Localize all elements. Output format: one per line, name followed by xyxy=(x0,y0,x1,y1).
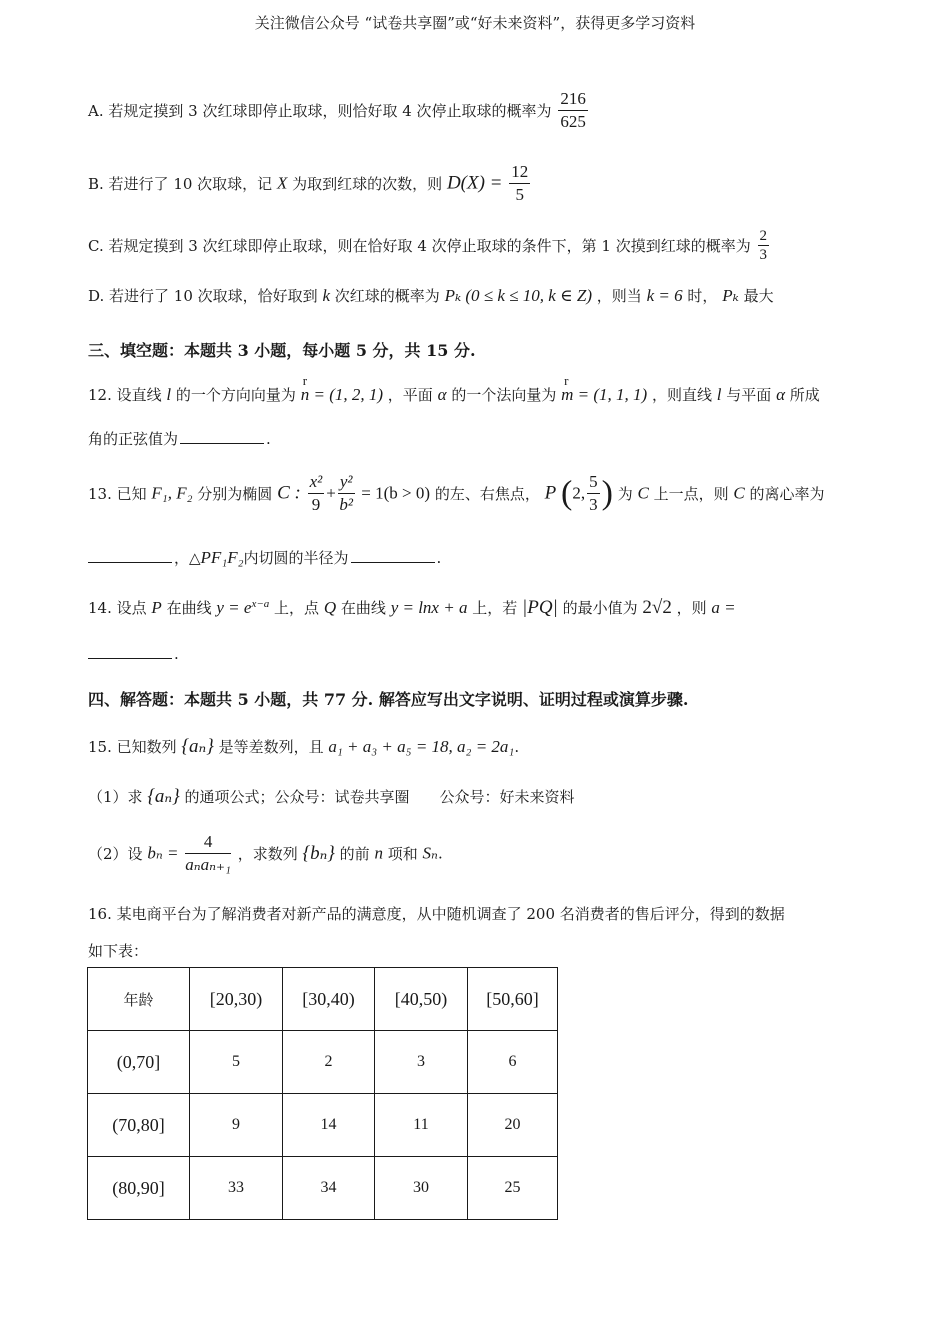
q15-part1 xyxy=(88,785,575,808)
q14-min: 2√2 xyxy=(642,597,672,618)
q15-p2-d: 项和 xyxy=(387,845,418,863)
q15-n: n xyxy=(374,843,383,863)
q12-text-c: ，平面 xyxy=(387,386,433,404)
q13-line1: 13. 已知 F₁, F₂ 分别为椭圆 C : $\frac{\text{x²}}{9}$ + $\frac{\text{y²}}{\text{b²}}$ = 1(b > 0) 的左、右焦点， P (2, $\frac{5}{3}$ ) 为 C 上一点，则 C 的离心率为 xyxy=(88,472,825,514)
q12-text-d: 的一个法向量为 xyxy=(451,386,557,404)
q13-ellipse: C : xyxy=(277,482,301,504)
q12-l: l xyxy=(166,385,172,404)
option-b-expr: D(X) = xyxy=(446,172,503,194)
q15-seq: {aₙ} xyxy=(181,736,214,757)
q13-foci: F₁, F₂ xyxy=(151,483,193,503)
q14-Q: Q xyxy=(323,598,337,617)
table-cell: 9 xyxy=(190,1094,283,1157)
q13-b2: b² xyxy=(339,495,353,514)
q15-frac-b xyxy=(185,831,231,876)
table-cell: 3 xyxy=(375,1031,468,1094)
q13-frac-y xyxy=(338,471,355,516)
q15-p2-a: （2）设 xyxy=(88,845,143,863)
option-a-den: 625 xyxy=(560,112,586,131)
table-cell: 14 xyxy=(283,1094,375,1157)
option-b-num: 12 xyxy=(509,161,530,184)
q14-line1 xyxy=(88,597,736,619)
q12-alpha: α xyxy=(437,385,447,404)
option-c xyxy=(88,227,771,264)
table-row xyxy=(88,1031,558,1094)
q14-text-d: 在曲线 xyxy=(340,599,386,617)
q12-line2-text: 角的正弦值为 xyxy=(88,430,179,448)
table-row-header: (0,70] xyxy=(88,1031,190,1094)
table-cell: 30 xyxy=(375,1157,468,1220)
q13-y2: y² xyxy=(338,471,355,494)
table-row xyxy=(88,1094,558,1157)
q13-text-a: 13. 已知 xyxy=(88,485,147,503)
table-cell: 5 xyxy=(190,1031,283,1094)
option-d-text2: 次红球的概率为 xyxy=(334,287,440,305)
option-b-var: X xyxy=(276,173,288,193)
table-row xyxy=(88,1157,558,1220)
option-b-text1: B. 若进行了 10 次取球，记 xyxy=(88,175,273,193)
q14-text-f: 的最小值为 xyxy=(562,599,638,617)
q15-part2: （2）设 bₙ = $\frac{4}{\text{aₙaₙ₊₁}}$ ，求数列 {bₙ} 的前 n 项和 Sₙ. xyxy=(88,832,443,874)
q15-bn: bₙ = xyxy=(147,843,179,863)
q12-mvec: m = (1, 1, 1) xyxy=(561,385,648,404)
q15-line1: 15. 已知数列 {aₙ} 是等差数列，且 a₁ + a₃ + a₅ = 18, a₂ = 2a₁. xyxy=(88,736,520,757)
q14-end: . xyxy=(174,645,179,663)
table-row-header: (80,90] xyxy=(88,1157,190,1220)
q13-x2: x² xyxy=(308,471,325,494)
q14-text-e: 上，若 xyxy=(472,599,518,617)
q12-text-b: 的一个方向向量为 xyxy=(175,386,296,404)
option-b xyxy=(88,161,532,206)
section-4-heading: 四、解答题：本题共 5 小题，共 77 分. 解答应写出文字说明、证明过程或演算步骤. xyxy=(88,690,689,709)
option-d-text5: 最大 xyxy=(743,287,774,305)
option-d-text4: 时， xyxy=(687,287,718,305)
table-cell: 11 xyxy=(375,1094,468,1157)
section-3-heading: 三、填空题：本题共 3 小题，每小题 5 分，共 15 分. xyxy=(88,341,476,360)
q13-line2-a: ，△ xyxy=(174,549,201,567)
q15-sn: Sₙ xyxy=(422,843,438,863)
q12-vector-mark-n: r xyxy=(302,373,308,388)
option-d xyxy=(88,285,774,306)
q13-C2: C xyxy=(733,483,745,503)
q13-text-c: 的左、右焦点， xyxy=(434,485,540,503)
table-cell: 33 xyxy=(190,1157,283,1220)
option-c-den: 3 xyxy=(759,247,768,263)
q12-answer-blank[interactable] xyxy=(180,429,264,444)
q14-curve1: y = e xyxy=(216,598,252,617)
page-header: 关注微信公众号 “试卷共享圈”或“好未来资料”，获得更多学习资料 xyxy=(254,14,696,32)
q15-text-a: 15. 已知数列 xyxy=(88,738,177,756)
table-header-row xyxy=(88,968,558,1031)
q12-text-e: ，则直线 xyxy=(651,386,712,404)
q13-nine: 9 xyxy=(311,495,321,514)
q13-P: P xyxy=(544,482,557,504)
q13-answer-blank-1[interactable] xyxy=(88,548,172,563)
table-row-header: (70,80] xyxy=(88,1094,190,1157)
q14-a: a = xyxy=(711,598,736,617)
q13-frac-p xyxy=(587,471,600,516)
q13-text-b: 分别为椭圆 xyxy=(197,485,273,503)
q13-line2 xyxy=(88,547,441,568)
table-col-header: [40,50) xyxy=(375,968,468,1031)
q15-p1-a: （1）求 xyxy=(88,788,143,806)
q15-p2-b: ，求数列 xyxy=(237,845,298,863)
q12-text-g: 所成 xyxy=(789,386,820,404)
q13-text-d: 为 xyxy=(617,485,633,503)
table-col-header: [50,60] xyxy=(468,968,558,1031)
option-a-text: A. 若规定摸到 3 次红球即停止取球，则恰好取 4 次停止取球的概率为 xyxy=(88,102,552,120)
option-a-num: 216 xyxy=(558,88,588,111)
q13-tri: PF₁F₂ xyxy=(200,548,244,567)
table-cell: 34 xyxy=(283,1157,375,1220)
q13-pd: 3 xyxy=(589,495,598,514)
option-c-num: 2 xyxy=(759,228,768,244)
q15-bnum: 4 xyxy=(185,831,231,854)
q14-text-c: 上，点 xyxy=(274,599,320,617)
table-col-header: [20,30) xyxy=(190,968,283,1031)
q14-text-a: 14. 设点 xyxy=(88,599,147,617)
option-b-fraction xyxy=(509,161,530,206)
q12-text-f: 与平面 xyxy=(726,386,772,404)
table-cell: 25 xyxy=(468,1157,558,1220)
table-cell: 6 xyxy=(468,1031,558,1094)
q15-p1-b: 的通项公式；公众号：试卷共享圈 公众号：好未来资料 xyxy=(184,788,575,806)
option-d-pk: Pₖ xyxy=(722,286,739,305)
q12-vector-mark-m: r xyxy=(564,373,569,388)
q13-p2: 2, xyxy=(572,483,586,503)
q15-p1-seq: {aₙ} xyxy=(147,786,180,807)
option-c-fraction xyxy=(758,227,770,264)
q12-end: . xyxy=(266,430,271,448)
q15-bden: aₙaₙ₊₁ xyxy=(185,855,231,874)
option-b-text2: 为取到红球的次数，则 xyxy=(292,175,443,193)
q12-line2 xyxy=(88,428,271,449)
option-b-den: 5 xyxy=(515,185,525,204)
q13-line2-b: 内切圆的半径为 xyxy=(243,549,349,567)
q14-text-g: ，则 xyxy=(676,599,707,617)
q12-line1 xyxy=(88,373,820,405)
q14-text-b: 在曲线 xyxy=(166,599,212,617)
table-cell: 20 xyxy=(468,1094,558,1157)
q15-p2-seq: {bₙ} xyxy=(302,843,335,864)
q14-line2 xyxy=(88,644,179,663)
q15-p2-c: 的前 xyxy=(339,845,370,863)
q15-text-b: 是等差数列，且 xyxy=(218,738,324,756)
q12-nvec: n = (1, 2, 1) xyxy=(300,385,384,404)
q14-pq: |PQ| xyxy=(522,597,558,618)
q13-answer-blank-2[interactable] xyxy=(351,548,435,563)
option-a-fraction xyxy=(558,88,588,133)
q12-text-a: 12. 设直线 xyxy=(88,386,162,404)
option-d-cond: k = 6 xyxy=(646,286,683,305)
option-c-text: C. 若规定摸到 3 次红球即停止取球，则在恰好取 4 次停止取球的条件下，第 1 次摸到红球的概率为 xyxy=(88,237,751,255)
table-cell: 2 xyxy=(283,1031,375,1094)
q14-P: P xyxy=(151,598,162,617)
table-col-header: [30,40) xyxy=(283,968,375,1031)
q13-pn: 5 xyxy=(587,471,600,494)
q16-line1: 16. 某电商平台为了解消费者对新产品的满意度，从中随机调查了 200 名消费者的售后评分，得到的数据 xyxy=(88,905,785,923)
q14-curve2: y = lnx + a xyxy=(390,598,468,617)
q16-line2: 如下表： xyxy=(88,942,149,960)
table-corner: 年龄 xyxy=(88,968,190,1031)
q13-eq: = 1(b > 0) xyxy=(361,483,431,503)
q13-C: C xyxy=(637,483,649,503)
option-d-expr: Pₖ (0 ≤ k ≤ 10, k ∈ Z) xyxy=(444,286,593,305)
q12-alpha2: α xyxy=(776,385,786,404)
q13-end: . xyxy=(436,549,442,567)
q14-answer-blank[interactable] xyxy=(88,644,172,659)
option-d-text3: ，则当 xyxy=(596,287,642,305)
q15-cond: a₁ + a₃ + a₅ = 18, a₂ = 2a₁ xyxy=(328,737,515,756)
q13-plus: + xyxy=(326,483,336,503)
q12-l2: l xyxy=(716,385,722,404)
option-a xyxy=(88,88,590,133)
q13-frac-x xyxy=(308,471,325,516)
data-table xyxy=(87,967,558,1220)
q13-text-f: 的离心率为 xyxy=(749,485,825,503)
q13-text-e: 上一点，则 xyxy=(653,485,729,503)
option-d-text1: D. 若进行了 10 次取球，恰好取到 xyxy=(88,287,318,305)
option-d-var: k xyxy=(322,286,330,305)
q14-exp: x−a xyxy=(251,598,270,610)
